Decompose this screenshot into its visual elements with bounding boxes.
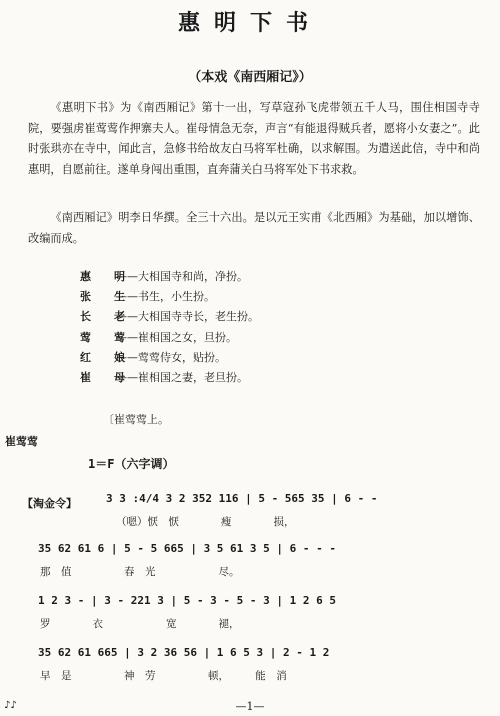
cast-row (80, 368, 259, 388)
cast-list (80, 267, 259, 388)
cast-desc: ——莺莺侍女，贴扮。 (116, 350, 226, 364)
key-signature: 1＝F（六字调） (88, 457, 175, 471)
stage-direction: 〔崔莺莺上。 (103, 413, 169, 426)
cast-row (80, 307, 259, 327)
page-subtitle: （本戏《南西厢记》） (188, 70, 312, 85)
score-lyrics: 早 是 神 劳 顿， 能 消 (40, 670, 287, 682)
cast-row (80, 267, 259, 287)
score-lyrics: 那 值 春 光 尽。 (40, 566, 240, 578)
score-notes: 35 62 61 665 | 3 2 36 56 | 1 6 5 3 | 2 - 1 2 (38, 646, 330, 659)
cast-name: 惠 明 (80, 270, 131, 283)
score-notes: 35 62 61 6 | 5 - 5 665 | 3 5 61 3 5 | 6 - - - (38, 542, 337, 555)
cast-name: 长 老 (80, 310, 131, 324)
cast-name: 莺 莺 (80, 330, 131, 344)
cast-name: 张 生 (80, 290, 131, 304)
cast-desc: ——书生，小生扮。 (116, 290, 215, 304)
cast-desc: ——大相国寺和尚，净扮。 (116, 270, 248, 283)
score (38, 478, 492, 698)
cast-desc: ——大相国寺寺长，老生扮。 (116, 310, 259, 324)
page-number: —1— (235, 700, 265, 713)
cast-row (80, 328, 259, 348)
cast-name: 崔 母 (80, 371, 131, 385)
role-label: 崔莺莺 (5, 435, 38, 448)
page-title: 惠明下书 (177, 10, 322, 36)
cast-desc: ——崔相国之妻，老旦扮。 (116, 371, 248, 385)
cast-row (80, 348, 259, 368)
score-lyrics: 罗 衣 宽 褪， (40, 618, 240, 630)
corner-mark: ♪♪ (4, 700, 17, 711)
cast-row (80, 287, 259, 307)
score-notes: 3 3 :4/4 3 2 352 116 | 5 - 565 35 | 6 - - (106, 492, 378, 505)
score-notes: 1 2 3 - | 3 - 221 3 | 5 - 3 - 5 - 3 | 1 2 6 5 (38, 594, 337, 607)
intro-paragraph-2: 《南西厢记》明李日华撰。全三十六出。是以元王实甫《北西厢》为基础，加以增饰、改编而成。 (28, 211, 480, 245)
cast-name: 红 娘 (80, 350, 131, 364)
qupai-label: 【淘金令】 (22, 497, 77, 510)
cast-desc: ——崔相国之女，旦扮。 (116, 330, 237, 344)
score-lyrics: （嗯）恹 恹 瘦 损， (116, 516, 295, 528)
intro-paragraph: 《惠明下书》为《南西厢记》第十一出，写草寇孙飞虎带领五千人马，围住相国寺寺院，要强虏崔莺莺作押寨夫人。崔母情急无奈，声言“有能退得贼兵者，愿将小女妻之”。此时张珙亦在寺中，闻此言，急修书给故友白马将军杜确，以求解围。为遣送此信，寺中和尚惠明，自愿前往。遂单身闯出重围，直奔蒲关白马将军处下书求救。 (28, 101, 480, 176)
